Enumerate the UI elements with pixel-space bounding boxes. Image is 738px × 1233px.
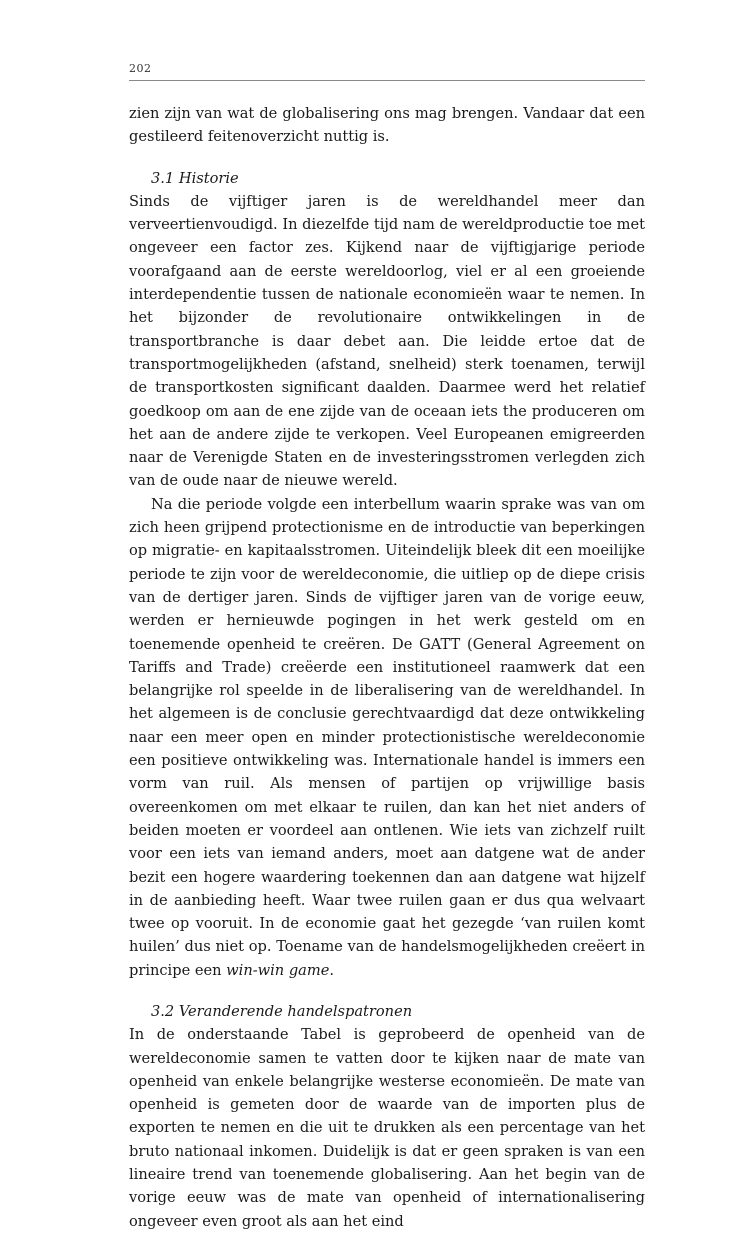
- page-number: 202: [129, 62, 152, 75]
- intro-paragraph: zien zijn van wat de globalisering ons mag brengen. Vandaar dat een gestileerd feitenoverzicht nuttig is.: [129, 105, 645, 146]
- body-text: [129, 102, 645, 1233]
- section-heading-historie: 3.1 Historie: [151, 169, 239, 187]
- emphasis-win-win: win-win game: [226, 961, 330, 979]
- header-rule: [129, 80, 645, 81]
- paragraph-historie-2-end: .: [329, 961, 335, 979]
- spacer: [129, 149, 645, 167]
- paragraph-historie-2: [129, 493, 645, 982]
- paragraph-historie-2-text: Na die periode volgde een interbellum waarin sprake was van om zich heen grijpend protectionisme en de introductie van beperkingen op migratie- en kapitaalsstromen. Uiteindelijk bleek dit een moeilijke periode te zijn voor de wereldeconomie, die uitliep op de diepe crisis van de dertiger jaren. Sinds de vijftiger jaren van de vorige eeuw, werden er hernieuwde pogingen in het werk gesteld om en toenemende openheid te creëren. De GATT (General Agreement on Tariffs and Trade) creëerde een institutioneel raamwerk dat een belangrijke rol speelde in de liberalisering van de wereldhandel. In het algemeen is de conclusie gerechtvaardigd dat deze ontwikkeling naar een meer open en minder protectionistische wereldeconomie een positieve ontwikkeling was. Internationale handel is immers een vorm van ruil. Als mensen of partijen op vrijwillige basis overeenkomen om met elkaar te ruilen, dan kan het niet anders of beiden moeten er voordeel aan ontlenen. Wie iets van zichzelf ruilt voor een iets van iemand anders, moet aan datgene wat de ander bezit een hogere waardering toekennen dan aan datgene wat hijzelf in de aanbieding heeft. Waar twee ruilen gaan er dus qua welvaart twee op vooruit. In de economie gaat het gezegde ‘van ruilen komt huilen’ dus niet op. Toename van de handelsmogelijkheden creëert in principe een: [129, 495, 645, 979]
- paragraph-handelspatronen: In de onderstaande Tabel is geprobeerd de openheid van de wereldeconomie samen te vatten door te kijken naar de mate van openheid van enkele belangrijke westerse economieën. De mate van openheid is gemeten door de waarde van de importen plus de exporten te nemen en die uit te drukken als een percentage van het bruto nationaal inkomen. Duidelijk is dat er geen spraken is van een lineaire trend van toenemende globalisering. Aan het begin van de vorige eeuw was de mate van openheid of internationalisering ongeveer even groot als aan het eind: [129, 1026, 645, 1230]
- section-heading-handelspatronen: 3.2 Veranderende handelspatronen: [151, 1002, 413, 1020]
- paragraph-historie-1: Sinds de vijftiger jaren is de wereldhandel meer dan verveertienvoudigd. In diezelfde tijd nam de wereldproductie toe met ongeveer een factor zes. Kijkend naar de vijftigjarige periode voorafgaand aan de eerste wereldoorlog, viel er al een groeiende interdependentie tussen de nationale economieën waar te nemen. In het bijzonder de revolutionaire ontwikkelingen in de transportbranche is daar debet aan. Die leidde ertoe dat de transportmogelijkheden (afstand, snelheid) sterk toenamen, terwijl de transportkosten significant daalden. Daarmee werd het relatief goedkoop om aan de ene zijde van de oceaan iets the produceren om het aan de andere zijde te verkopen. Veel Europeanen emigreerden naar de Verenigde Staten en de investeringsstromen verlegden zich van de oude naar de nieuwe wereld.: [129, 192, 645, 490]
- spacer: [129, 982, 645, 1000]
